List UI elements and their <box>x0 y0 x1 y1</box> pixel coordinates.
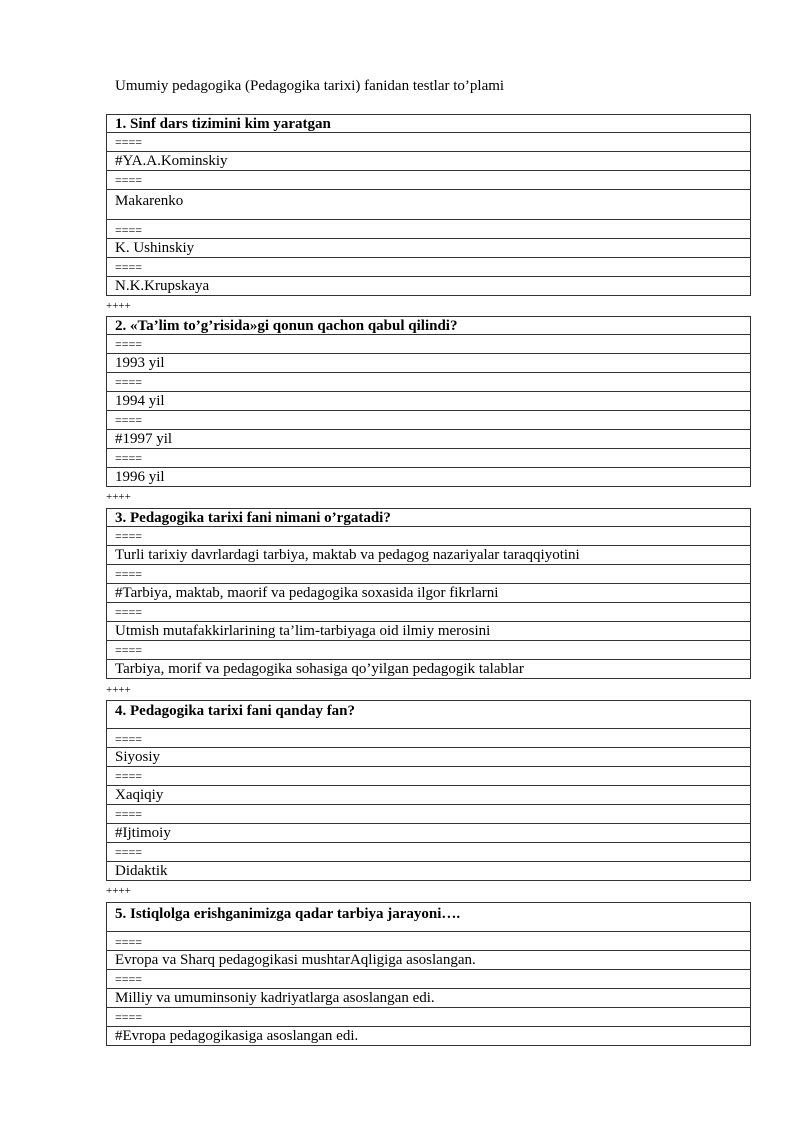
answer-option: Turli tarixiy davrlardagi tarbiya, maktab va pedagog nazariyalar taraqqiyotini <box>106 546 751 565</box>
separator: ==== <box>106 729 751 748</box>
question-end-marker: ++++ <box>106 300 131 312</box>
question-block-5 <box>106 902 751 1046</box>
answer-option: Makarenko <box>106 190 751 220</box>
answer-option: N.K.Krupskaya <box>106 277 751 296</box>
separator: ==== <box>106 932 751 951</box>
separator: ==== <box>106 373 751 392</box>
answer-option: Utmish mutafakkirlarining ta’lim-tarbiyaga oid ilmiy merosini <box>106 622 751 641</box>
answer-option: Didaktik <box>106 862 751 881</box>
separator: ==== <box>106 1008 751 1027</box>
answer-option: K. Ushinskiy <box>106 239 751 258</box>
answer-option: #1997 yil <box>106 430 751 449</box>
answer-option: #Tarbiya, maktab, maorif va pedagogika soxasida ilgor fikrlarni <box>106 584 751 603</box>
answer-option: 1994 yil <box>106 392 751 411</box>
separator: ==== <box>106 411 751 430</box>
question-block-3 <box>106 508 751 679</box>
question-end-marker: ++++ <box>106 684 131 696</box>
question-text: 2. «Ta’lim to’g’risida»gi qonun qachon qabul qilindi? <box>106 316 751 335</box>
question-end-marker: ++++ <box>106 885 131 897</box>
answer-option: Siyosiy <box>106 748 751 767</box>
separator: ==== <box>106 449 751 468</box>
answer-option: Xaqiqiy <box>106 786 751 805</box>
separator: ==== <box>106 335 751 354</box>
question-text: 1. Sinf dars tizimini kim yaratgan <box>106 114 751 133</box>
answer-option: Milliy va umuminsoniy kadriyatlarga asoslangan edi. <box>106 989 751 1008</box>
question-text: 4. Pedagogika tarixi fani qanday fan? <box>106 700 751 729</box>
separator: ==== <box>106 565 751 584</box>
separator: ==== <box>106 258 751 277</box>
separator: ==== <box>106 641 751 660</box>
answer-option: 1996 yil <box>106 468 751 487</box>
separator: ==== <box>106 767 751 786</box>
separator: ==== <box>106 603 751 622</box>
answer-option: 1993 yil <box>106 354 751 373</box>
separator: ==== <box>106 171 751 190</box>
separator: ==== <box>106 220 751 239</box>
question-block-2 <box>106 316 751 487</box>
question-block-4 <box>106 700 751 881</box>
answer-option: #YA.A.Kominskiy <box>106 152 751 171</box>
separator: ==== <box>106 527 751 546</box>
question-text: 5. Istiqlolga erishganimizga qadar tarbiya jarayoni…. <box>106 902 751 932</box>
document-title: Umumiy pedagogika (Pedagogika tarixi) fanidan testlar to’plami <box>115 78 505 94</box>
question-block-1 <box>106 114 751 296</box>
separator: ==== <box>106 133 751 152</box>
separator: ==== <box>106 805 751 824</box>
answer-option: Evropa va Sharq pedagogikasi mushtarAqligiga asoslangan. <box>106 951 751 970</box>
answer-option: Tarbiya, morif va pedagogika sohasiga qo’yilgan pedagogik talablar <box>106 660 751 679</box>
separator: ==== <box>106 970 751 989</box>
question-end-marker: ++++ <box>106 491 131 503</box>
separator: ==== <box>106 843 751 862</box>
answer-option: #Evropa pedagogikasiga asoslangan edi. <box>106 1027 751 1046</box>
question-text: 3. Pedagogika tarixi fani nimani o’rgatadi? <box>106 508 751 527</box>
answer-option: #Ijtimoiy <box>106 824 751 843</box>
